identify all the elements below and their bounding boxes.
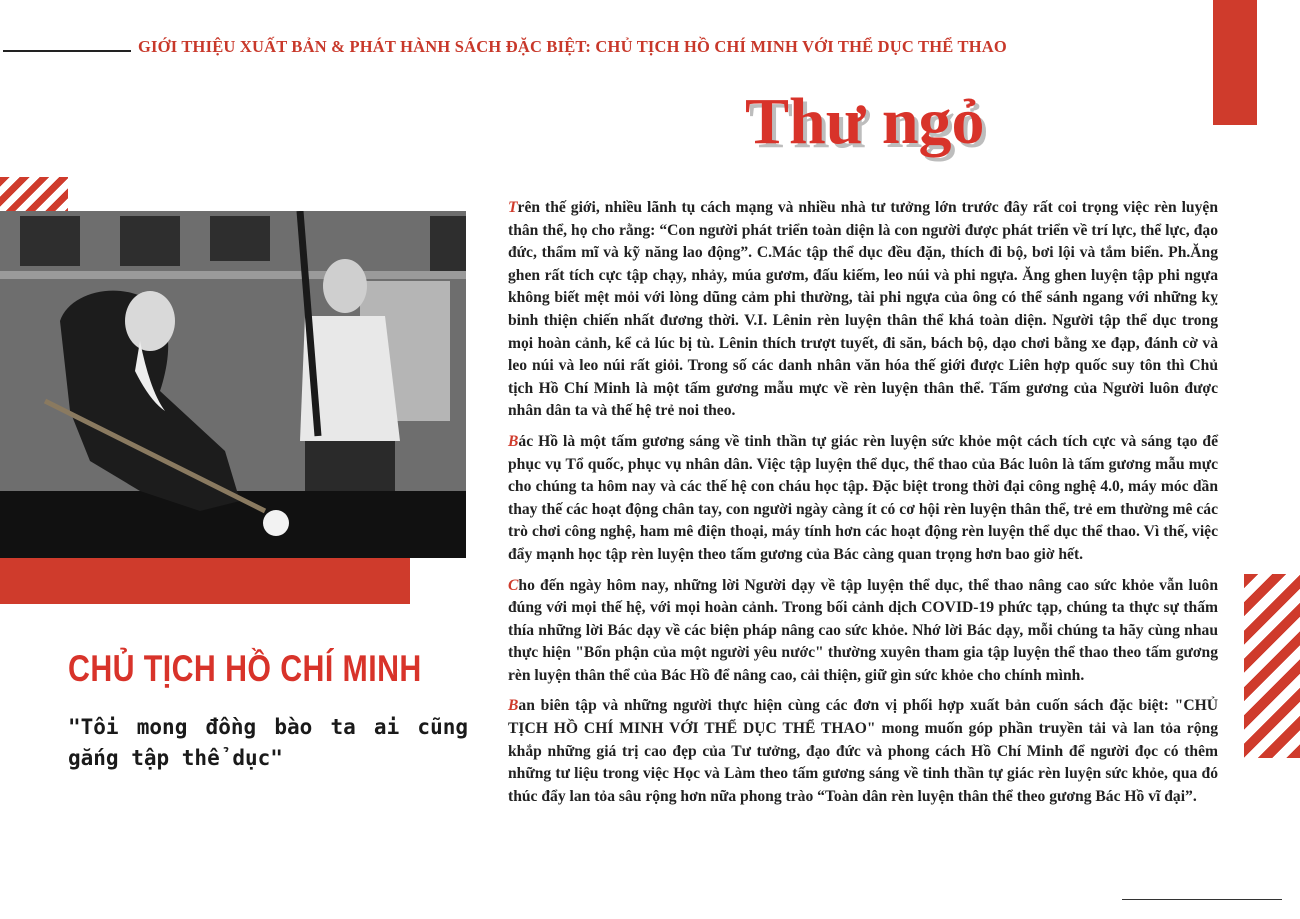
historical-photo (0, 211, 466, 558)
caption-quote: "Tôi mong đồng bào ta ai cũng gắng tập thể dục" (68, 715, 468, 770)
decorative-red-block (0, 558, 410, 604)
billiards-photo-illustration (0, 211, 466, 558)
paragraph-initial: C (508, 576, 519, 594)
header-rule (3, 50, 131, 52)
page-title: Thư ngỏ (745, 85, 985, 158)
paragraph-initial: B (508, 432, 519, 450)
paragraph-3 (508, 575, 1218, 688)
paragraph-text: an biên tập và những người thực hiện cùng các đơn vị phối hợp xuất bản cuốn sách đặc biệt: "CHỦ TỊCH HỒ CHÍ MINH VỚI THỂ DỤC THỂ THAO" mong muốn góp phần truyền tải và lan tỏa rộng khắp những giá trị cao đẹp của Tư tưởng, đạo đức và phong cách Hồ Chí Minh để người đọc có thêm những tư liệu trong việc Học và Làm theo tấm gương sáng về tinh thần tự giác rèn luyện sức khỏe, qua đó thúc đẩy lan tỏa sâu rộng hơn nữa phong trào “Toàn dân rèn luyện thân thể theo gương Bác Hồ vĩ đại”. (508, 697, 1218, 805)
paragraph-initial: T (508, 199, 518, 216)
decorative-stripes-right (1244, 574, 1300, 758)
paragraph-initial: B (508, 697, 519, 715)
paragraph-text: ho đến ngày hôm nay, những lời Người dạy về tập luyện thể dục, thể thao nâng cao sức khỏe vẫn luôn đúng với mọi thế hệ, với mọi hoàn cảnh. Trong bối cảnh dịch COVID-19 phức tạp, chúng ta thực sự thấm thía những lời Bác dạy về các biện pháp nâng cao sức khỏe. Nhớ lời Bác dạy, mỗi chúng ta hãy cùng nhau thực hiện "Bổn phận của một người yêu nước" thường xuyên tham gia tập luyện thể thao theo tấm gương rèn luyện thân thể của Bác Hồ để nâng cao, cải thiện, giữ gìn sức khỏe cho chính mình. (508, 576, 1218, 684)
decorative-red-bar (1213, 0, 1257, 125)
paragraph-text: rên thế giới, nhiều lãnh tụ cách mạng và nhiều nhà tư tưởng lớn trước đây rất coi trọng việc rèn luyện thân thể, họ cho rằng: “Con người phát triển toàn diện là con người được phát triển về trí lực, thể lực, đạo đức, thẩm mĩ và kỹ năng lao động”. C.Mác tập thể dục đều đặn, thích đi bộ, bơi lội và tắm biển. Ph.Ăng ghen rất tích cực tập chạy, nhảy, múa gươm, đấu kiếm, leo núi và phi ngựa. Ăng ghen luyện tập phi ngựa không biết mệt mỏi với lòng dũng cảm phi thường, tài phi ngựa của ông có thể sánh ngang với những kỵ binh thiện chiến nhất đương thời. V.I. Lênin rèn luyện thân thể khá toàn diện. Người tập thể dục trong mọi hoàn cảnh, kể cả lúc bị tù. Lênin thích trượt tuyết, đi săn, bách bộ, dạo chơi bằng xe đạp, đánh cờ và leo núi và leo núi rất giỏi. Trong số các danh nhân văn hóa thế giới được Liên hợp quốc suy tôn thì Chủ tịch Hồ Chí Minh là một tấm gương mẫu mực về rèn luyện thân thể. Tấm gương của Người luôn được nhân dân ta và thế hệ trẻ noi theo. (508, 199, 1218, 420)
paragraph-4 (508, 695, 1218, 808)
paragraph-text: ác Hồ là một tấm gương sáng về tinh thần tự giác rèn luyện sức khỏe một cách tích cực và sáng tạo để phục vụ Tổ quốc, phục vụ nhân dân. Việc tập luyện thể dục, thể thao của Bác luôn là tấm gương mẫu mực cho chúng ta hôm nay và các thế hệ con cháu học tập. Đặc biệt trong thời đại công nghệ 4.0, máy móc dần thay thế các hoạt động chân tay, con người ngày càng ít có cơ hội rèn luyện thân thể, trẻ em thường mê các trò chơi công nghệ, ham mê điện thoại, máy tính hơn các hoạt động rèn luyện thể dục thể thao. Vì thế, việc đẩy mạnh học tập rèn luyện theo tấm gương của Bác càng quan trọng hơn bao giờ hết. (508, 432, 1218, 563)
caption-name: CHỦ TỊCH HỒ CHÍ MINH (68, 648, 422, 689)
footer-rule (1122, 899, 1282, 900)
letter-body (508, 197, 1218, 816)
paragraph-1 (508, 197, 1218, 423)
paragraph-2 (508, 431, 1218, 567)
header-banner: GIỚI THIỆU XUẤT BẢN & PHÁT HÀNH SÁCH ĐẶC BIỆT: CHỦ TỊCH HỒ CHÍ MINH VỚI THỂ DỤC THỂ THAO (138, 37, 1007, 56)
